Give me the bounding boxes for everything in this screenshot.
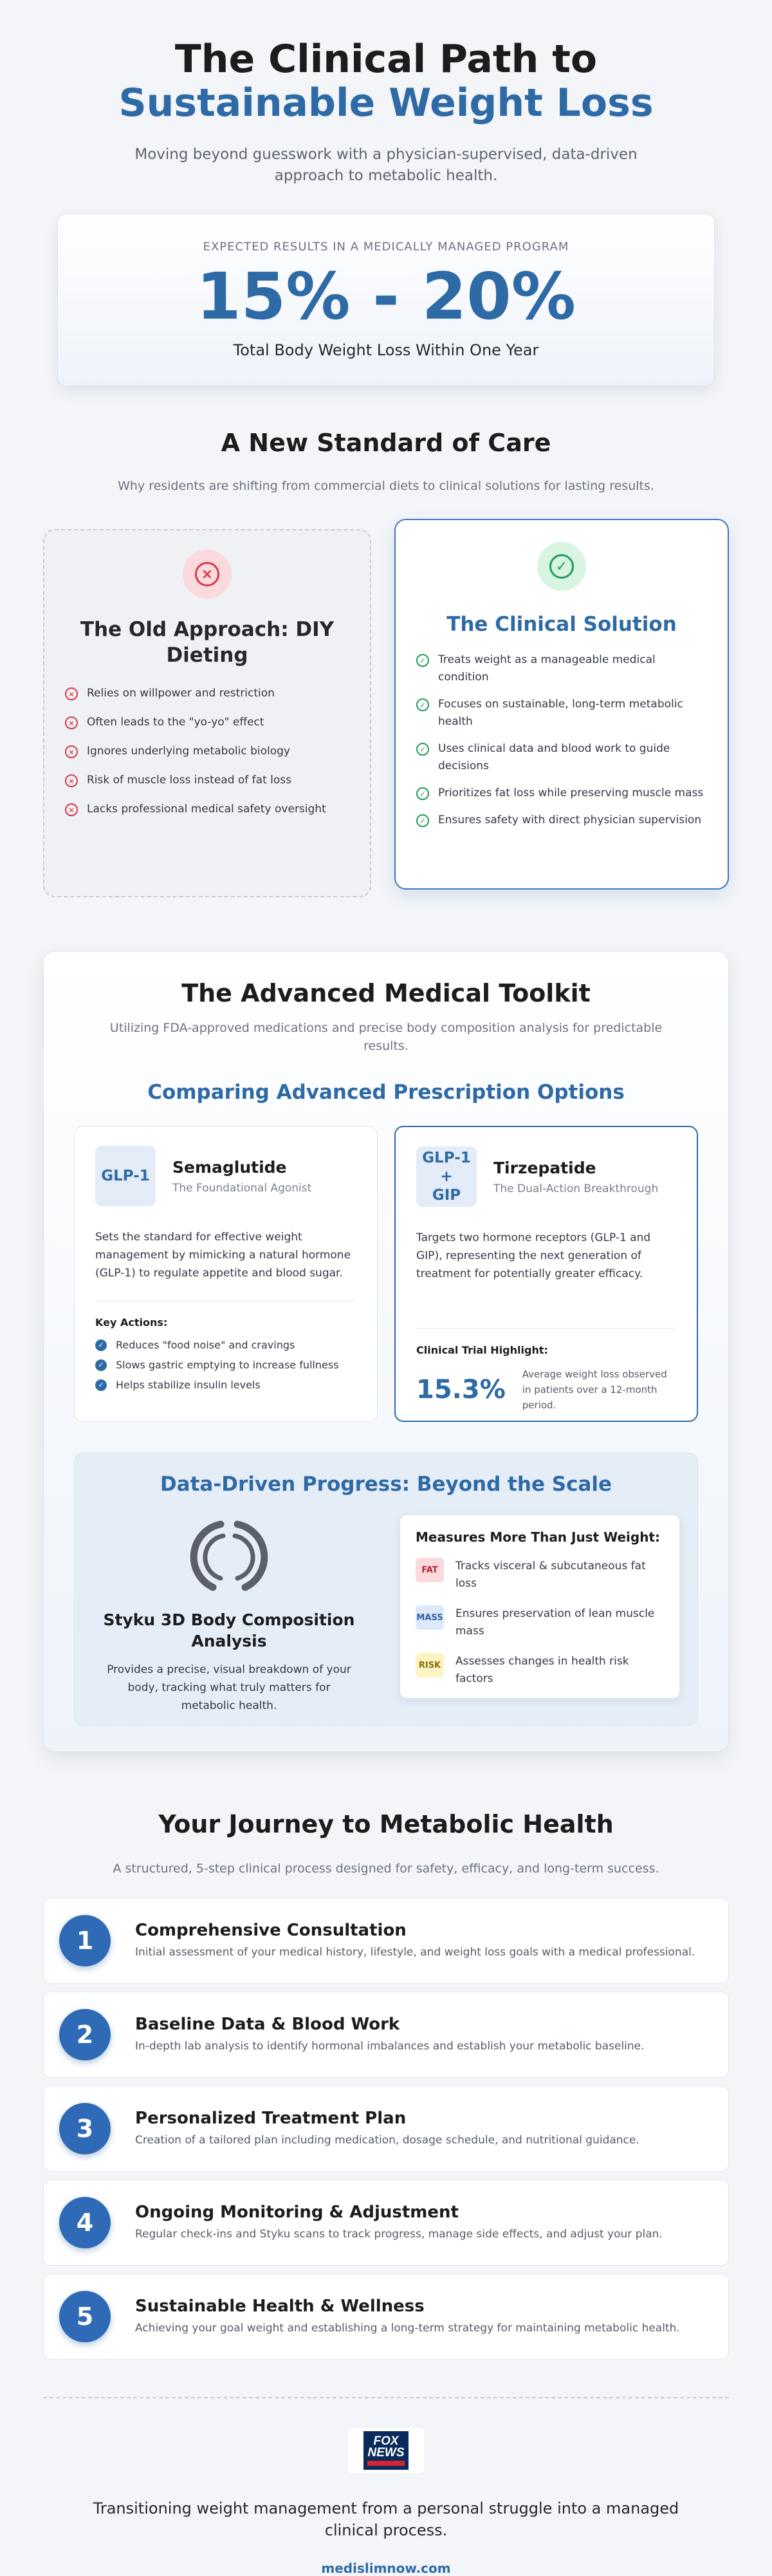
step-description: Achieving your goal weight and establishing a long-term strategy for maintaining metabolic health. bbox=[135, 2321, 680, 2335]
journey-steps bbox=[43, 1898, 729, 2360]
logo-line: FOX bbox=[373, 2434, 399, 2448]
fox-news-logo bbox=[348, 2428, 424, 2473]
list-item bbox=[416, 696, 707, 731]
toolkit-subtitle: Utilizing FDA-approved medications and precise body composition analysis for predictable results. bbox=[109, 1021, 663, 1053]
x-icon: × bbox=[65, 716, 78, 729]
drug-description: Sets the standard for effective weight management by mimicking a natural hormone (GLP-1) to regulate appetite and blood sugar. bbox=[95, 1231, 351, 1280]
trial-highlight-title: Clinical Trial Highlight: bbox=[416, 1344, 548, 1356]
results-eyebrow: EXPECTED RESULTS IN A MEDICALLY MANAGED PROGRAM bbox=[203, 240, 569, 254]
x-icon: × bbox=[65, 803, 78, 816]
risk-tag: RISK bbox=[416, 1653, 444, 1677]
logo-line: NEWS bbox=[367, 2445, 405, 2459]
page-title bbox=[0, 37, 772, 125]
journey-step bbox=[43, 2179, 729, 2266]
list-item bbox=[65, 772, 349, 789]
list-item bbox=[65, 685, 349, 702]
step-title: Sustainable Health & Wellness bbox=[135, 2296, 425, 2316]
measure-row bbox=[416, 1605, 664, 1640]
measures-card bbox=[400, 1515, 679, 1698]
measure-text: Ensures preservation of lean muscle mass bbox=[455, 1607, 655, 1638]
drug-tagline: The Foundational Agonist bbox=[172, 1181, 312, 1195]
check-icon: ✓ bbox=[416, 654, 429, 667]
old-approach-title: The Old Approach: DIY Dieting bbox=[80, 618, 335, 667]
badge-line: + bbox=[440, 1168, 453, 1185]
glp1-badge: GLP-1 bbox=[95, 1146, 156, 1206]
check-icon: ✓ bbox=[416, 814, 429, 827]
journey-step bbox=[43, 1992, 729, 2078]
check-icon: ✓ bbox=[416, 743, 429, 756]
journey-title: Your Journey to Metabolic Health bbox=[158, 1810, 614, 1838]
expected-results-card bbox=[57, 214, 715, 386]
step-description: In-depth lab analysis to identify hormonal imbalances and establish your metabolic baseline. bbox=[135, 2039, 645, 2053]
trial-highlight bbox=[416, 1367, 676, 1413]
badge-line: GIP bbox=[432, 1186, 461, 1204]
hero-subtitle: Moving beyond guesswork with a physician-supervised, data-driven approach to metabolic health. bbox=[134, 146, 638, 184]
trial-text: Average weight loss observed in patients over a 12-month period. bbox=[522, 1368, 667, 1411]
list-item-text: Slows gastric emptying to increase fullness bbox=[116, 1359, 339, 1371]
styku-title: Styku 3D Body Composition Analysis bbox=[103, 1610, 355, 1650]
drug-header bbox=[95, 1146, 356, 1206]
list-item-text: Ignores underlying metabolic biology bbox=[87, 745, 290, 758]
approach-comparison bbox=[43, 519, 729, 897]
step-content bbox=[135, 2297, 680, 2337]
measure-row bbox=[416, 1558, 664, 1592]
footer-tagline: Transitioning weight management from a personal struggle into a managed clinical process. bbox=[93, 2499, 679, 2539]
standard-subtitle: Why residents are shifting from commercial diets to clinical solutions for lasting results. bbox=[118, 479, 654, 493]
list-item bbox=[416, 740, 707, 775]
drug-name: Tirzepatide bbox=[493, 1158, 596, 1177]
step-title: Comprehensive Consultation bbox=[135, 1920, 407, 1940]
drug-header bbox=[416, 1146, 676, 1207]
list-item bbox=[65, 714, 349, 731]
journey-step bbox=[43, 2273, 729, 2360]
results-value: 15% - 20% bbox=[196, 259, 576, 334]
journey-step bbox=[43, 2086, 729, 2172]
step-description: Initial assessment of your medical history, lifestyle, and weight loss goals with a medical professional. bbox=[135, 1945, 695, 1959]
journey-section bbox=[0, 1810, 772, 2360]
key-actions-title: Key Actions: bbox=[95, 1316, 168, 1329]
step-number: 1 bbox=[59, 1915, 111, 1966]
footer bbox=[0, 2397, 772, 2576]
styku-description: Provides a precise, visual breakdown of your body, tracking what truly matters for metabolic health. bbox=[107, 1663, 351, 1712]
step-content bbox=[135, 1921, 695, 1961]
list-item bbox=[65, 743, 349, 760]
list-item-text: Often leads to the "yo-yo" effect bbox=[87, 716, 264, 729]
check-icon: ✓ bbox=[95, 1379, 107, 1391]
step-title: Baseline Data & Blood Work bbox=[135, 2014, 400, 2034]
check-icon: ✓ bbox=[95, 1359, 107, 1371]
divider bbox=[416, 1328, 676, 1329]
step-title: Personalized Treatment Plan bbox=[135, 2108, 407, 2128]
logo-bar bbox=[367, 2461, 405, 2466]
step-number: 3 bbox=[59, 2103, 111, 2154]
drug-tagline: The Dual-Action Breakthrough bbox=[493, 1182, 659, 1195]
standard-of-care-section bbox=[0, 429, 772, 897]
logo-mark bbox=[363, 2431, 409, 2470]
tirzepatide-card bbox=[394, 1126, 698, 1422]
clinical-solution-card bbox=[394, 519, 729, 890]
glp1-gip-badge bbox=[416, 1146, 477, 1207]
x-icon: × bbox=[65, 745, 78, 758]
list-item-text: Focuses on sustainable, long-term metabolic health bbox=[438, 698, 683, 728]
key-actions-list bbox=[95, 1335, 356, 1395]
list-item bbox=[416, 812, 707, 829]
x-circle-icon: × bbox=[183, 550, 232, 599]
prescription-comparison bbox=[74, 1126, 698, 1422]
journey-step bbox=[43, 1898, 729, 1984]
footer-divider bbox=[43, 2397, 729, 2398]
list-item bbox=[65, 801, 349, 818]
measure-row bbox=[416, 1653, 664, 1688]
drug-name-block bbox=[493, 1159, 658, 1195]
x-icon: × bbox=[65, 774, 78, 787]
trial-value: 15.3% bbox=[416, 1375, 506, 1405]
step-title: Ongoing Monitoring & Adjustment bbox=[135, 2202, 459, 2222]
step-number: 5 bbox=[59, 2291, 111, 2342]
styku-block bbox=[100, 1515, 358, 1715]
list-item-text: Uses clinical data and blood work to guide decisions bbox=[438, 742, 670, 772]
list-item-text: Prioritizes fat loss while preserving muscle mass bbox=[438, 787, 704, 799]
measure-text: Assesses changes in health risk factors bbox=[455, 1655, 629, 1685]
toolkit-title: The Advanced Medical Toolkit bbox=[181, 979, 591, 1007]
mass-tag: MASS bbox=[416, 1605, 444, 1630]
progress-body bbox=[75, 1515, 697, 1715]
prescription-options-title: Comparing Advanced Prescription Options bbox=[147, 1081, 625, 1104]
list-item-text: Relies on willpower and restriction bbox=[87, 687, 275, 700]
hero bbox=[0, 0, 772, 386]
list-item-text: Ensures safety with direct physician supervision bbox=[438, 814, 702, 826]
old-approach-list bbox=[65, 685, 349, 818]
step-description: Creation of a tailored plan including medication, dosage schedule, and nutritional guidance. bbox=[135, 2133, 639, 2147]
check-icon: ✓ bbox=[95, 1339, 107, 1351]
divider bbox=[95, 1300, 356, 1301]
badge-line: GLP-1 bbox=[422, 1149, 471, 1166]
step-content bbox=[135, 2015, 645, 2055]
list-item bbox=[95, 1355, 356, 1375]
clinical-solution-title: The Clinical Solution bbox=[446, 613, 677, 636]
list-item bbox=[416, 651, 707, 686]
list-item bbox=[95, 1335, 356, 1355]
step-content bbox=[135, 2109, 639, 2149]
step-description: Regular check-ins and Styku scans to track progress, manage side effects, and adjust your plan. bbox=[135, 2227, 663, 2241]
old-approach-card bbox=[43, 529, 371, 897]
measure-text: Tracks visceral & subcutaneous fat loss bbox=[455, 1560, 646, 1590]
title-line-2: Sustainable Weight Loss bbox=[118, 80, 654, 126]
measures-title: Measures More Than Just Weight: bbox=[416, 1529, 660, 1545]
list-item-text: Lacks professional medical safety oversight bbox=[87, 803, 326, 816]
check-icon: ✓ bbox=[416, 787, 429, 800]
fat-tag: FAT bbox=[416, 1558, 444, 1582]
check-icon: ✓ bbox=[416, 698, 429, 711]
drug-name-block bbox=[172, 1158, 311, 1195]
data-driven-progress-panel bbox=[74, 1453, 698, 1726]
list-item bbox=[95, 1375, 356, 1395]
step-content bbox=[135, 2203, 663, 2243]
medical-toolkit-section bbox=[43, 951, 729, 1752]
list-item-text: Reduces "food noise" and cravings bbox=[116, 1339, 295, 1351]
check-circle-icon: ✓ bbox=[537, 542, 586, 591]
list-item-text: Treats weight as a manageable medical condition bbox=[438, 653, 656, 684]
list-item bbox=[416, 785, 707, 802]
semaglutide-card bbox=[74, 1126, 378, 1422]
step-number: 4 bbox=[59, 2197, 111, 2248]
x-icon: × bbox=[65, 687, 78, 700]
clinical-solution-list bbox=[416, 651, 707, 829]
drug-name: Semaglutide bbox=[172, 1157, 287, 1177]
step-number: 2 bbox=[59, 2009, 111, 2060]
title-line-1: The Clinical Path to bbox=[174, 37, 598, 82]
list-item-text: Risk of muscle loss instead of fat loss bbox=[87, 774, 291, 787]
standard-title: A New Standard of Care bbox=[221, 429, 551, 457]
website-link[interactable]: medislimnow.com bbox=[321, 2561, 451, 2576]
list-item-text: Helps stabilize insulin levels bbox=[116, 1379, 261, 1391]
body-scan-icon bbox=[100, 1515, 358, 1599]
progress-title: Data-Driven Progress: Beyond the Scale bbox=[160, 1473, 612, 1496]
results-caption: Total Body Weight Loss Within One Year bbox=[233, 341, 539, 359]
drug-description: Targets two hormone receptors (GLP-1 and GIP), representing the next generation of treatment for potentially greater efficacy. bbox=[416, 1231, 651, 1280]
journey-subtitle: A structured, 5-step clinical process designed for safety, efficacy, and long-term success. bbox=[113, 1862, 659, 1876]
